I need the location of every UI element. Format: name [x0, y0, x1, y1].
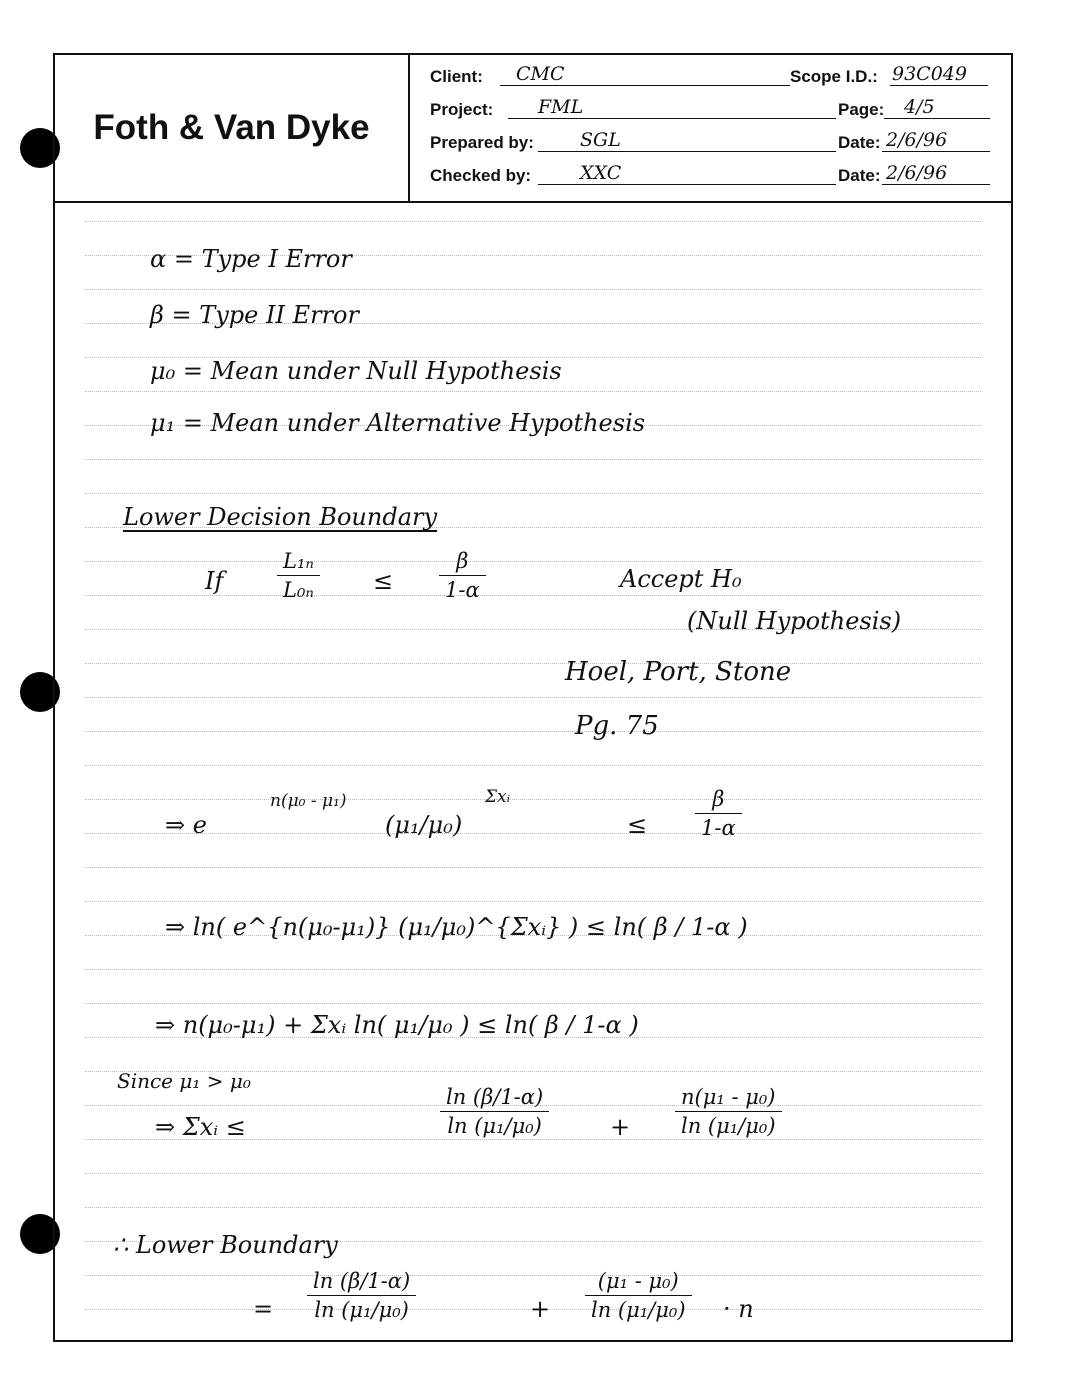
beta-denominator: 1-α [445, 578, 480, 602]
company-name: Foth & Van Dyke [93, 108, 370, 147]
eq4-lhs: ⇒ Σxᵢ ≤ [155, 1113, 246, 1141]
definition-mu1: μ₁ = Mean under Alternative Hypothesis [150, 409, 646, 437]
final-equals: = [253, 1295, 274, 1323]
fraction-bar [585, 1295, 692, 1296]
final-plus: + [530, 1295, 551, 1323]
ruled-line [85, 731, 981, 732]
eq1-implies-e: ⇒ e [165, 811, 207, 839]
ruled-line [85, 697, 981, 698]
ruled-line [85, 289, 981, 290]
ruled-line [85, 663, 981, 664]
definition-alpha: α = Type I Error [150, 245, 352, 273]
checked-value: XXC [580, 162, 622, 184]
eq4-den1: ln (μ₁/μ₀) [447, 1114, 542, 1138]
fraction-bar [675, 1111, 782, 1112]
prepared-label: Prepared by: [430, 133, 534, 152]
definition-beta: β = Type II Error [150, 301, 359, 329]
page-label: Page: [838, 100, 885, 119]
client-row [412, 59, 1011, 91]
ruled-line [85, 391, 981, 392]
ruled-line [85, 1003, 981, 1004]
page-value: 4/5 [904, 96, 935, 118]
scope-label: Scope I.D.: [790, 67, 878, 86]
final-first-fraction [307, 1269, 416, 1322]
eq1-beta: β [712, 787, 725, 811]
final-second-fraction [585, 1269, 692, 1322]
fraction-bar [440, 1111, 549, 1112]
final-num1: ln (β/1-α) [313, 1269, 411, 1293]
sheet-header [55, 55, 1011, 203]
date1-value: 2/6/96 [886, 129, 948, 151]
prepared-row [412, 125, 1011, 157]
ruled-line [85, 901, 981, 902]
fraction-bar [695, 813, 742, 814]
definition-mu0: μ₀ = Mean under Null Hypothesis [150, 357, 562, 385]
eq1-sum-exponent: Σxᵢ [485, 787, 511, 807]
date2-value: 2/6/96 [886, 162, 948, 184]
ruled-line [85, 459, 981, 460]
company-logo-box [55, 55, 410, 201]
eq1-beta-fraction [695, 787, 742, 840]
eq4-first-fraction [440, 1085, 549, 1138]
final-num2: (μ₁ - μ₀) [597, 1269, 679, 1293]
date2-label: Date: [838, 166, 881, 185]
ruled-line [85, 1173, 981, 1174]
fraction-bar [277, 575, 320, 576]
null-hypothesis-note: (Null Hypothesis) [687, 607, 902, 635]
ruled-line [85, 221, 981, 222]
ruled-line [85, 867, 981, 868]
project-label: Project: [430, 100, 494, 119]
ruled-line [85, 833, 981, 834]
page-line [884, 117, 990, 119]
ruled-line [85, 799, 981, 800]
final-times-n: · n [723, 1295, 754, 1323]
ruled-line [85, 1207, 981, 1208]
therefore-lower-boundary: ∴ Lower Boundary [113, 1231, 338, 1259]
eq4-den2: ln (μ₁/μ₀) [681, 1114, 776, 1138]
section-heading: Lower Decision Boundary [123, 503, 438, 531]
ruled-line [85, 969, 981, 970]
eq3-expanded: ⇒ n(μ₀-μ₁) + Σxᵢ ln( μ₁/μ₀ ) ≤ ln( β / 1-α ) [155, 1011, 639, 1039]
eq1-exponent: n(μ₀ - μ₁) [270, 791, 347, 811]
if-word: If [205, 567, 224, 595]
project-value: FML [538, 96, 584, 118]
calculation-sheet [53, 53, 1013, 1342]
prepared-value: SGL [580, 129, 621, 151]
le-sign: ≤ [373, 567, 394, 595]
eq1-one-minus-alpha: 1-α [701, 816, 736, 840]
likelihood-ratio [277, 549, 320, 602]
eq4-num1: ln (β/1-α) [446, 1085, 544, 1109]
ruled-line [85, 595, 981, 596]
client-label: Client: [430, 67, 483, 86]
ruled-line [85, 493, 981, 494]
reference-page: Pg. 75 [575, 711, 659, 741]
ruled-line [85, 1275, 981, 1276]
checked-row [412, 158, 1011, 190]
client-value: CMC [516, 63, 565, 85]
beta-numerator: β [456, 549, 469, 573]
eq1-ratio: (μ₁/μ₀) [385, 811, 463, 839]
final-den2: ln (μ₁/μ₀) [591, 1298, 686, 1322]
scope-value: 93C049 [892, 63, 967, 85]
eq2-log-inequality: ⇒ ln( e^{n(μ₀-μ₁)} (μ₁/μ₀)^{Σxᵢ} ) ≤ ln( β / 1-α ) [165, 913, 748, 941]
fraction-bar [439, 575, 486, 576]
date1-label: Date: [838, 133, 881, 152]
since-condition: Since μ₁ > μ₀ [117, 1069, 251, 1093]
reference-authors: Hoel, Port, Stone [565, 657, 792, 687]
eq4-second-fraction [675, 1085, 782, 1138]
header-fields [412, 55, 1011, 201]
project-row [412, 92, 1011, 124]
eq4-num2: n(μ₁ - μ₀) [681, 1085, 776, 1109]
ratio-denominator: L₀ₙ [283, 578, 314, 602]
beta-fraction [439, 549, 486, 602]
ruled-line [85, 561, 981, 562]
ruled-line [85, 765, 981, 766]
final-den1: ln (μ₁/μ₀) [314, 1298, 409, 1322]
eq4-plus: + [610, 1113, 631, 1141]
accept-h0: Accept H₀ [620, 565, 742, 593]
ratio-numerator: L₁ₙ [283, 549, 314, 573]
checked-label: Checked by: [430, 166, 532, 185]
eq1-le: ≤ [627, 811, 648, 839]
fraction-bar [307, 1295, 416, 1296]
